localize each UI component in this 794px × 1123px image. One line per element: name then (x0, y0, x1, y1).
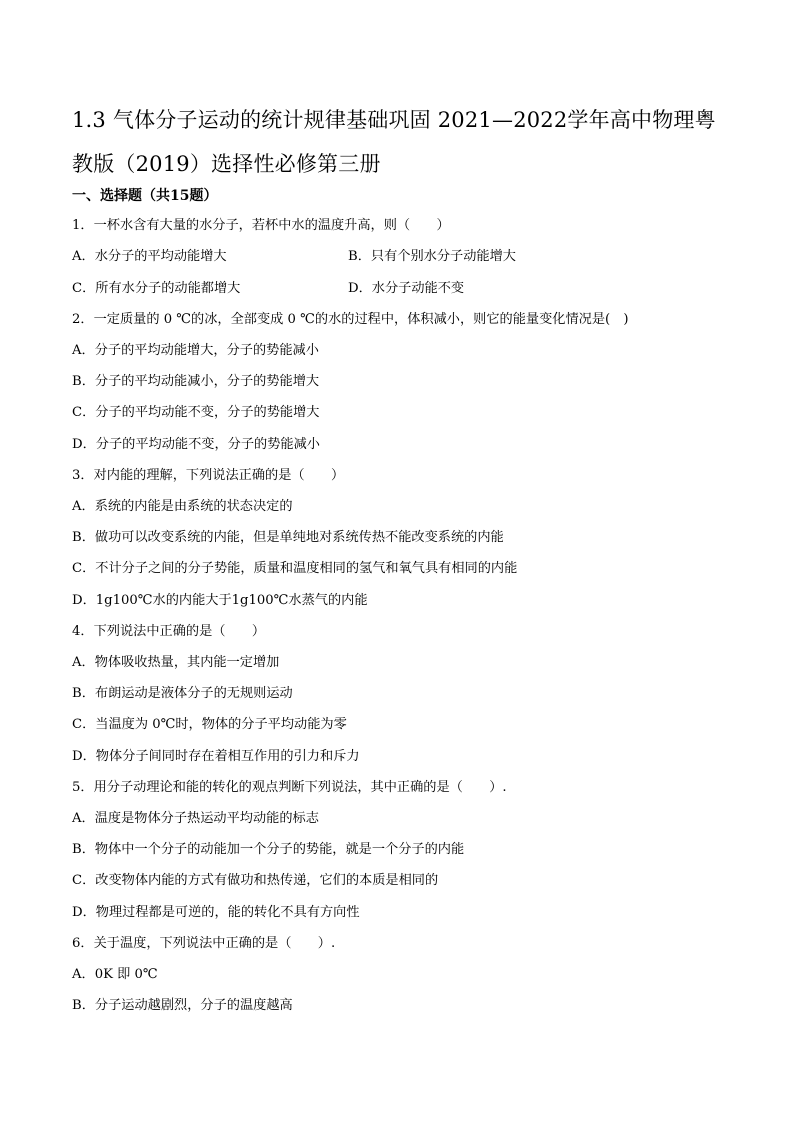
question-3-option-d: D．1g100℃水的内能大于1g100℃水蒸气的内能 (72, 593, 368, 608)
document-title: 1.3 气体分子运动的统计规律基础巩固 2021—2022学年高中物理粤教版（2019）选择性必修第三册 (72, 108, 716, 176)
question-2-option-d: D．分子的平均动能不变，分子的势能减小 (72, 437, 320, 452)
question-2-option-c: C．分子的平均动能不变，分子的势能增大 (72, 405, 320, 420)
question-5-option-b: B．物体中一个分子的动能加一个分子的势能，就是一个分子的内能 (72, 842, 465, 857)
question-2-option-b: B．分子的平均动能减小，分子的势能增大 (72, 374, 320, 389)
question-2-stem: 2．一定质量的 0 ℃的冰，全部变成 0 ℃的水的过程中，体积减小，则它的能量变化情况是( ) (72, 312, 629, 327)
question-3-option-b: B．做功可以改变系统的内能，但是单纯地对系统传热不能改变系统的内能 (72, 530, 504, 545)
question-6-option-b: B．分子运动越剧烈，分子的温度越高 (72, 998, 293, 1013)
question-4-option-b: B．布朗运动是液体分子的无规则运动 (72, 686, 293, 701)
question-3-stem: 3．对内能的理解，下列说法正确的是（ ） (72, 468, 345, 483)
question-4-option-a: A．物体吸收热量，其内能一定增加 (72, 655, 280, 670)
question-5-option-c: C．改变物体内能的方式有做功和热传递，它们的本质是相同的 (72, 873, 439, 888)
question-5-stem: 5．用分子动理论和能的转化的观点判断下列说法，其中正确的是（ ）. (72, 780, 507, 795)
question-4-option-d: D．物体分子间同时存在着相互作用的引力和斥力 (72, 749, 360, 764)
question-3-option-c: C．不计分子之间的分子势能，质量和温度相同的氢气和氧气具有相同的内能 (72, 561, 518, 576)
question-1-stem: 1．一杯水含有大量的水分子，若杯中水的温度升高，则（ ） (72, 218, 450, 233)
question-2-option-a: A．分子的平均动能增大，分子的势能减小 (72, 343, 319, 358)
question-5-option-a: A．温度是物体分子热运动平均动能的标志 (72, 811, 319, 826)
question-1-option-c: C．所有水分子的动能都增大 (72, 281, 241, 296)
question-4-option-c: C．当温度为 0℃时，物体的分子平均动能为零 (72, 717, 347, 732)
question-6-option-a: A．0K 即 0℃ (72, 967, 158, 982)
question-1-option-d: D．水分子动能不变 (348, 281, 465, 296)
question-3-option-a: A．系统的内能是由系统的状态决定的 (72, 499, 293, 514)
question-5-option-d: D．物理过程都是可逆的，能的转化不具有方向性 (72, 905, 360, 920)
question-1-option-a: A．水分子的平均动能增大 (72, 249, 227, 264)
question-4-stem: 4．下列说法中正确的是（ ） (72, 624, 266, 639)
question-6-stem: 6．关于温度，下列说法中正确的是（ ）. (72, 936, 336, 951)
section-header: 一、选择题（共15题） (72, 188, 218, 204)
question-1-option-b: B．只有个别水分子动能增大 (348, 249, 516, 264)
